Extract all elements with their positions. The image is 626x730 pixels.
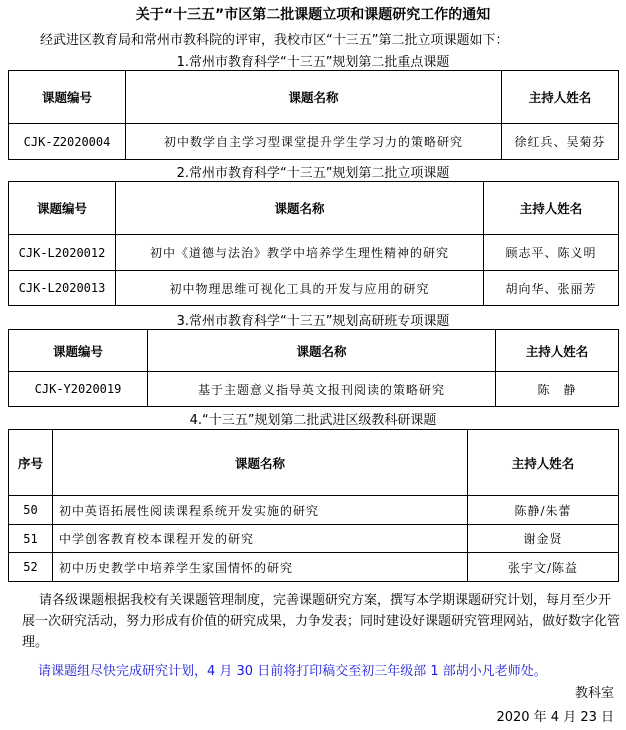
project-id: CJK-Z2020004 bbox=[9, 124, 126, 160]
project-host: 顾志平、陈义明 bbox=[484, 235, 619, 271]
project-index: 52 bbox=[9, 553, 53, 582]
section-1-heading: 1.常州市教育科学“十三五”规划第二批重点课题 bbox=[176, 55, 450, 70]
table-row bbox=[9, 496, 619, 525]
intro-text: 经武进区教育局和常州市教科院的评审，我校市区“十三五”第二批立项课题如下： bbox=[40, 33, 509, 48]
table-row bbox=[9, 372, 619, 407]
project-index: 50 bbox=[9, 496, 53, 525]
header-name: 课题名称 bbox=[148, 330, 496, 372]
table-row bbox=[9, 553, 619, 582]
table-row bbox=[9, 525, 619, 553]
project-name: 初中数学自主学习型课堂提升学生学习力的策略研究 bbox=[126, 124, 502, 160]
table-row bbox=[9, 124, 619, 160]
deadline-notice: 请课题组尽快完成研究计划，4 月 30 日前将打印稿交至初三年级部 1 部胡小凡老师处。 bbox=[38, 664, 547, 679]
office-signature: 教科室 bbox=[574, 686, 614, 701]
header-name: 课题名称 bbox=[126, 71, 502, 124]
project-host: 谢金贤 bbox=[468, 525, 619, 553]
header-id: 课题编号 bbox=[9, 330, 148, 372]
project-index: 51 bbox=[9, 525, 53, 553]
project-id: CJK-L2020013 bbox=[9, 271, 116, 306]
header-host: 主持人姓名 bbox=[484, 182, 619, 235]
section-3-table bbox=[8, 329, 619, 407]
header-name: 课题名称 bbox=[116, 182, 484, 235]
project-name: 初中物理思维可视化工具的开发与应用的研究 bbox=[116, 271, 484, 306]
project-name: 基于主题意义指导英文报刊阅读的策略研究 bbox=[148, 372, 496, 407]
project-name: 初中历史教学中培养学生家国情怀的研究 bbox=[53, 553, 468, 582]
project-host: 张宇文/陈益 bbox=[468, 553, 619, 582]
project-host: 陈 静 bbox=[496, 372, 619, 407]
header-host: 主持人姓名 bbox=[496, 330, 619, 372]
header-id: 课题编号 bbox=[9, 71, 126, 124]
project-name: 初中《道德与法治》教学中培养学生理性精神的研究 bbox=[116, 235, 484, 271]
section-1-table bbox=[8, 70, 619, 160]
section-2-heading: 2.常州市教育科学“十三五”规划第二批立项课题 bbox=[176, 166, 450, 181]
header-host: 主持人姓名 bbox=[468, 430, 619, 496]
table-row bbox=[9, 271, 619, 306]
header-name: 课题名称 bbox=[53, 430, 468, 496]
section-3-heading: 3.常州市教育科学“十三五”规划高研班专项课题 bbox=[176, 314, 450, 329]
page-title: 关于“十三五”市区第二批课题立项和课题研究工作的通知 bbox=[135, 7, 491, 23]
section-4-table bbox=[8, 429, 619, 582]
header-host: 主持人姓名 bbox=[502, 71, 619, 124]
project-name: 中学创客教育校本课程开发的研究 bbox=[53, 525, 468, 553]
project-id: CJK-Y2020019 bbox=[9, 372, 148, 407]
section-4-heading: 4.“十三五”规划第二批武进区级教科研课题 bbox=[189, 413, 437, 428]
project-name: 初中英语拓展性阅读课程系统开发实施的研究 bbox=[53, 496, 468, 525]
instruction-paragraph: 请各级课题根据我校有关课题管理制度，完善课题研究方案，撰写本学期课题研究计划，每月至少开展一次研究活动，努力形成有价值的研究成果，力争发表；同时建设好课题研究管理网站，做好数字化管理。 bbox=[22, 593, 621, 650]
issue-date: 2020 年 4 月 23 日 bbox=[496, 710, 614, 725]
project-host: 徐红兵、吴菊芬 bbox=[502, 124, 619, 160]
header-id: 课题编号 bbox=[9, 182, 116, 235]
project-id: CJK-L2020012 bbox=[9, 235, 116, 271]
table-row bbox=[9, 235, 619, 271]
section-2-table bbox=[8, 181, 619, 306]
header-index: 序号 bbox=[9, 430, 53, 496]
project-host: 胡向华、张丽芳 bbox=[484, 271, 619, 306]
project-host: 陈静/朱蕾 bbox=[468, 496, 619, 525]
